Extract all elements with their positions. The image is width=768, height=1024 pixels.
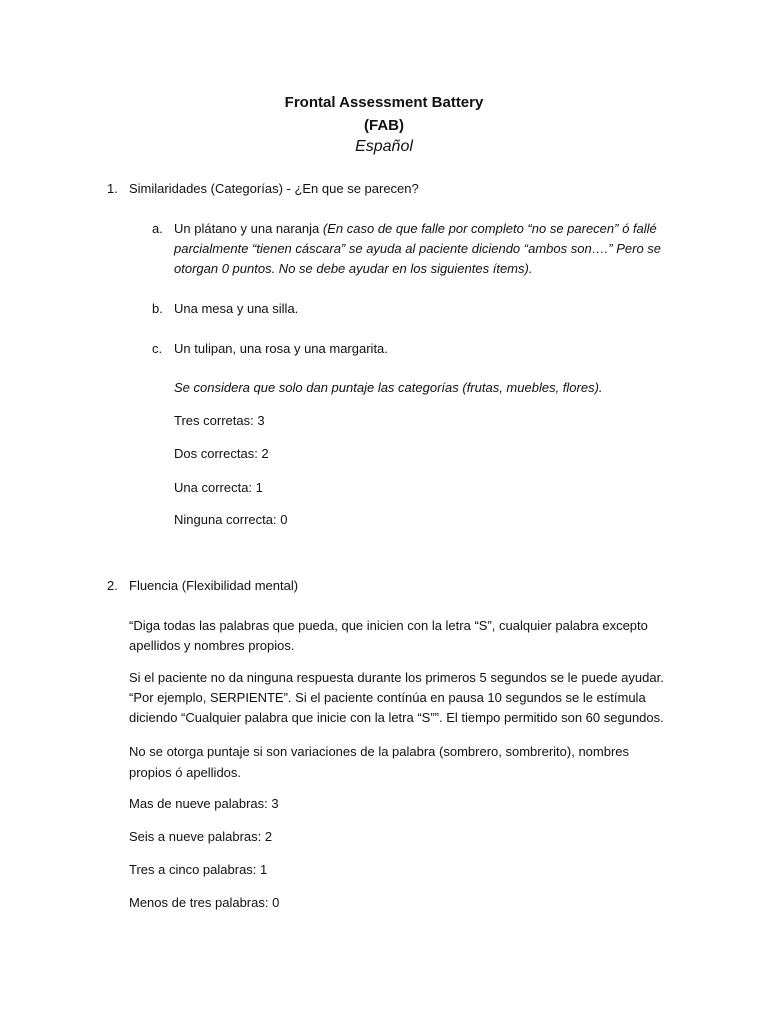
item-a-note-line2: parcialmente “tienen cáscara” se ayuda al paciente diciendo “ambos son….” Pero se [174, 241, 662, 256]
section-1-number: 1. [107, 181, 118, 196]
rule-line1: No se otorga puntaje si son variaciones de la palabra (sombrero, sombrerito), nombres [129, 744, 630, 759]
item-a-note: (En caso de que falle por completo “no se parecen” ó fallé [322, 221, 657, 236]
item-a-line1 [174, 221, 657, 237]
item-c-text: Un tulipan, una rosa y una margarita. [174, 341, 388, 356]
help-line3: diciendo “Cualquier palabra que inicie con la letra “S””. El tiempo permitido son 60 segundos. [129, 710, 664, 725]
item-a-text: Un plátano y una naranja [174, 221, 320, 236]
score-line: Seis a nueve palabras: 2 [129, 829, 273, 844]
document-language: Español [355, 138, 413, 155]
instruction-line1: “Diga todas las palabras que pueda, que inicien con la letra “S”, cualquier palabra excepto [129, 618, 648, 633]
section-2-heading: Fluencia (Flexibilidad mental) [129, 578, 299, 593]
score-line: Menos de tres palabras: 0 [129, 895, 280, 910]
item-a-marker: a. [152, 221, 163, 236]
instruction-line2: apellidos y nombres propios. [129, 638, 295, 653]
score-line: Dos correctas: 2 [174, 446, 269, 461]
scoring-note: Se considera que solo dan puntaje las categorías (frutas, muebles, flores). [174, 380, 603, 395]
item-b-marker: b. [152, 301, 163, 316]
rule-line2: propios ó apellidos. [129, 765, 242, 780]
item-b-text: Una mesa y una silla. [174, 301, 299, 316]
score-line: Tres corretas: 3 [174, 413, 265, 428]
score-line: Tres a cinco palabras: 1 [129, 862, 268, 877]
section-1-heading: Similaridades (Categorías) - ¿En que se parecen? [129, 181, 419, 196]
item-c-marker: c. [152, 341, 163, 356]
item-a-note-line3: otorgan 0 puntos. No se debe ayudar en los siguientes ítems). [174, 261, 533, 276]
help-line2: “Por ejemplo, SERPIENTE”. Si el paciente contínúa en pausa 10 segundos se le estímula [129, 690, 646, 705]
score-line: Una correcta: 1 [174, 480, 263, 495]
document-acronym: (FAB) [364, 117, 404, 134]
help-line1: Si el paciente no da ninguna respuesta durante los primeros 5 segundos se le puede ayudar. [129, 670, 664, 685]
section-2-number: 2. [107, 578, 118, 593]
document-title: Frontal Assessment Battery [284, 94, 484, 111]
score-line: Ninguna correcta: 0 [174, 512, 288, 527]
score-line: Mas de nueve palabras: 3 [129, 796, 279, 811]
